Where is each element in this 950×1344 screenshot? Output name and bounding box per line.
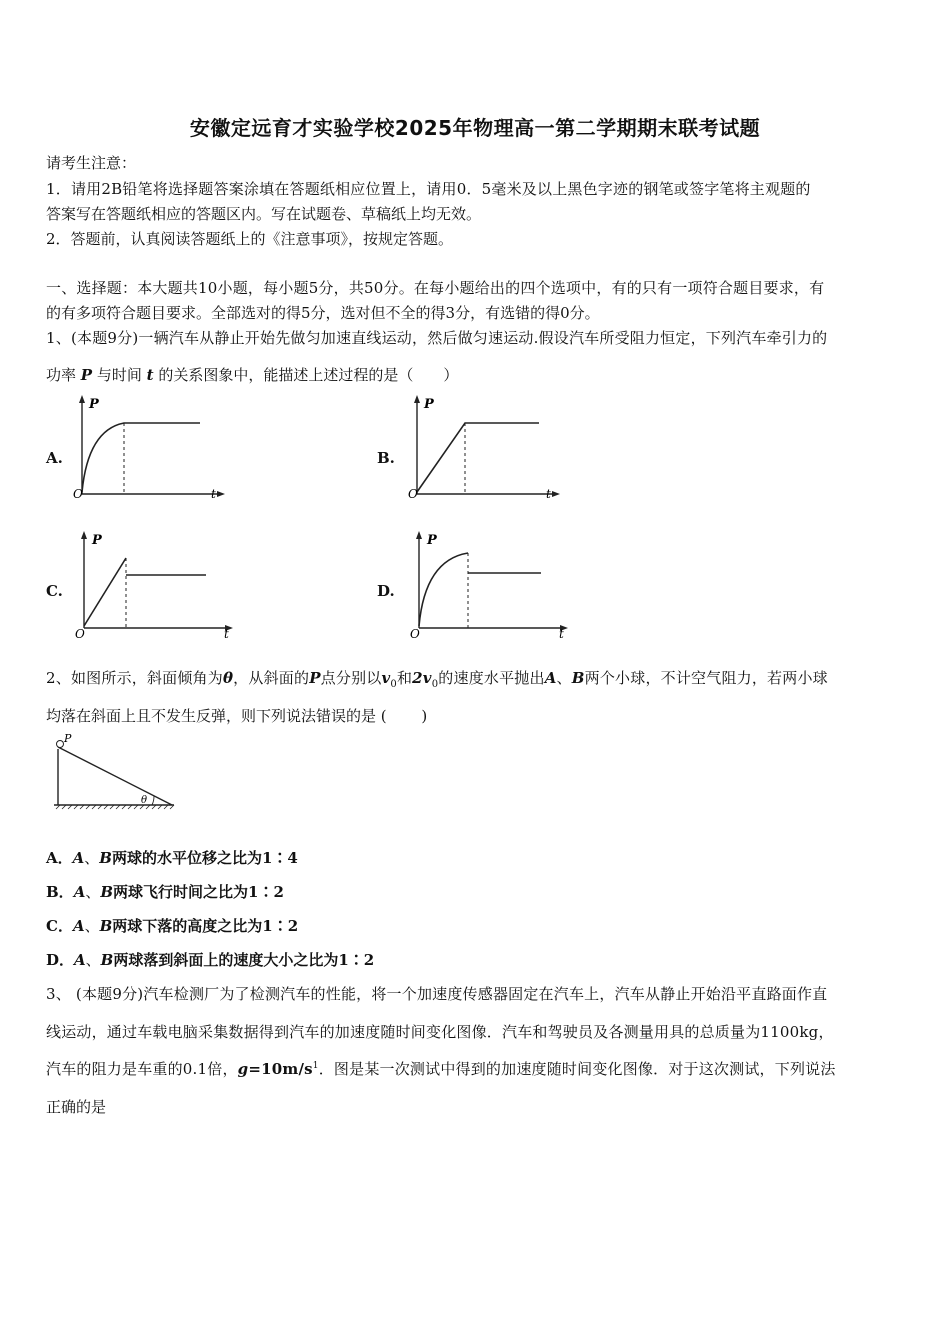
fig-label-theta: θ — [141, 795, 148, 806]
q2-option-c-B: B — [99, 917, 113, 935]
y-arrow-icon — [79, 395, 85, 403]
q3-text-a: 汽车的阻力是车重的0.1倍， — [46, 1060, 238, 1078]
q2-option-b-prefix: B． — [46, 883, 74, 901]
q2-theta: θ — [222, 669, 234, 687]
origin-label: O — [75, 627, 85, 640]
q2-option-a[interactable] — [46, 847, 298, 868]
p-t-curve — [82, 423, 200, 492]
q1-graph-c — [70, 528, 240, 640]
axis-label-t: t — [559, 627, 564, 640]
q2-v0-sub: 0 — [390, 679, 397, 690]
q2-option-a-prefix: A． — [46, 849, 73, 867]
q2-option-c[interactable] — [46, 915, 298, 936]
fig-label-P: P — [64, 733, 72, 745]
q1-var-P: P — [80, 366, 93, 384]
notice-item-1-line-2: 答案写在答题纸相应的答题区内。写在试题卷、草稿纸上均无效。 — [46, 205, 482, 223]
q2-option-a-A: A — [72, 849, 85, 867]
q2-text-g: 两个小球，不计空气阻力，若两小球 — [584, 669, 828, 687]
p-t-curve — [417, 423, 539, 492]
p-t-curve-rise — [419, 553, 468, 626]
notice-item-1-line-1: 1．请用2B铅笔将选择题答案涂填在答题纸相应位置上，请用0．5毫米及以上黑色字迹的钢笔或签字笔将主观题的 — [46, 180, 811, 198]
q2-option-a-text: 两球的水平位移之比为1∶4 — [111, 849, 298, 867]
q2-option-b-text: 两球飞行时间之比为1∶2 — [113, 883, 284, 901]
q3-text-b: =10m/s — [248, 1060, 313, 1078]
question-3-line-4: 正确的是 — [46, 1098, 107, 1116]
q1-text-a: 功率 — [46, 366, 77, 384]
q2-option-d-sep: 、 — [85, 951, 101, 969]
q2-incline-figure — [50, 733, 180, 813]
question-1-line-2 — [46, 364, 458, 385]
q2-option-a-B: B — [99, 849, 112, 867]
q2-2v0: 2v — [412, 669, 432, 687]
q2-option-d-B: B — [100, 951, 114, 969]
origin-label: O — [73, 487, 83, 501]
page-title: 安徽定远育才实验学校2025年物理高一第二学期期末联考试题 — [189, 116, 761, 140]
notice-item-2: 2．答题前，认真阅读答题纸上的《注意事项》，按规定答题。 — [46, 230, 454, 248]
section-1-line-1: 一、选择题：本大题共10小题，每小题5分，共50分。在每小题给出的四个选项中，有的只有一项符合题目要求，有 — [46, 279, 825, 297]
q3-text-c: ．图是某一次测试中得到的加速度随时间变化图像．对于这次测试，下列说法 — [318, 1060, 836, 1078]
q1-graph-d — [405, 528, 575, 640]
x-arrow-icon — [552, 491, 560, 497]
axis-label-P: P — [424, 397, 434, 412]
q2-v0: v — [381, 669, 391, 687]
q1-option-b-label[interactable]: B. — [377, 449, 395, 467]
q2-option-b[interactable] — [46, 881, 284, 902]
y-arrow-icon — [416, 531, 422, 539]
q2-option-d-text: 两球落到斜面上的速度大小之比为1∶2 — [113, 951, 375, 969]
q2-text-d: 和 — [396, 669, 413, 687]
y-arrow-icon — [414, 395, 420, 403]
incline-line — [58, 747, 172, 805]
q2-option-c-prefix: C． — [46, 917, 73, 935]
question-2-line-2: 均落在斜面上且不发生反弹，则下列说法错误的是 ( ) — [46, 707, 428, 725]
q3-sup: 1 — [312, 1061, 319, 1071]
question-3-line-2: 线运动，通过车载电脑采集数据得到汽车的加速度随时间变化图像．汽车和驾驶员及各测量用具的总质量为1100kg， — [46, 1023, 834, 1041]
axis-label-P: P — [427, 533, 437, 548]
q1-text-c: 的关系图象中，能描述上述过程的是（ ） — [158, 366, 459, 384]
origin-label: O — [410, 627, 420, 640]
axis-label-t: t — [211, 487, 216, 501]
q2-option-a-sep: 、 — [84, 849, 100, 867]
axis-label-P: P — [89, 397, 99, 412]
q2-option-c-sep: 、 — [84, 917, 100, 935]
q2-option-d-prefix: D． — [46, 951, 75, 969]
question-2-line-1 — [46, 667, 828, 690]
q2-option-d[interactable] — [46, 949, 374, 970]
q2-A: A — [544, 669, 557, 687]
q1-text-b: 与时间 — [96, 366, 142, 384]
q2-2v0-sub: 0 — [431, 679, 439, 690]
q2-option-b-A: A — [73, 883, 86, 901]
p-t-curve-rise — [84, 558, 126, 626]
q1-option-a-label[interactable]: A. — [46, 449, 63, 467]
q2-text-e: 的速度水平抛出 — [438, 669, 545, 687]
angle-arc-icon — [152, 796, 154, 805]
section-1-line-2: 的有多项符合题目要求。全部选对的得5分，选对但不全的得3分，有选错的得0分。 — [46, 304, 600, 322]
q2-P: P — [309, 669, 321, 687]
question-3-line-3 — [46, 1058, 836, 1079]
q2-option-b-B: B — [100, 883, 114, 901]
q1-graph-b — [405, 392, 565, 504]
q2-option-d-A: A — [74, 951, 86, 969]
x-arrow-icon — [217, 491, 225, 497]
q1-option-c-label[interactable]: C. — [46, 582, 63, 600]
ball-icon — [57, 741, 64, 748]
q3-g: g — [237, 1060, 249, 1078]
q2-option-c-A: A — [72, 917, 85, 935]
origin-label: O — [408, 487, 418, 501]
q2-text-f: 、 — [556, 669, 572, 687]
y-arrow-icon — [81, 531, 87, 539]
q2-text-a: 2、如图所示，斜面倾角为 — [46, 669, 223, 687]
q2-option-b-sep: 、 — [85, 883, 101, 901]
q2-text-c: 点分别以 — [320, 669, 382, 687]
q2-option-c-text: 两球下落的高度之比为1∶2 — [112, 917, 299, 935]
q2-B: B — [571, 669, 585, 687]
q1-var-t: t — [146, 366, 154, 384]
q2-text-b: ，从斜面的 — [233, 669, 310, 687]
question-1-line-1: 1、(本题9分)一辆汽车从静止开始先做匀加速直线运动，然后做匀速运动.假设汽车所受阻力恒定，下列汽车牵引力的 — [46, 329, 828, 347]
axis-label-t: t — [546, 487, 551, 501]
q1-option-d-label[interactable]: D. — [377, 582, 395, 600]
axis-label-t: t — [224, 627, 229, 640]
axis-label-P: P — [92, 533, 102, 548]
question-3-line-1: 3、 (本题9分)汽车检测厂为了检测汽车的性能，将一个加速度传感器固定在汽车上，汽车从静止开始沿平直路面作直 — [46, 985, 828, 1003]
notice-heading: 请考生注意： — [46, 154, 137, 172]
q1-graph-a — [70, 392, 230, 504]
